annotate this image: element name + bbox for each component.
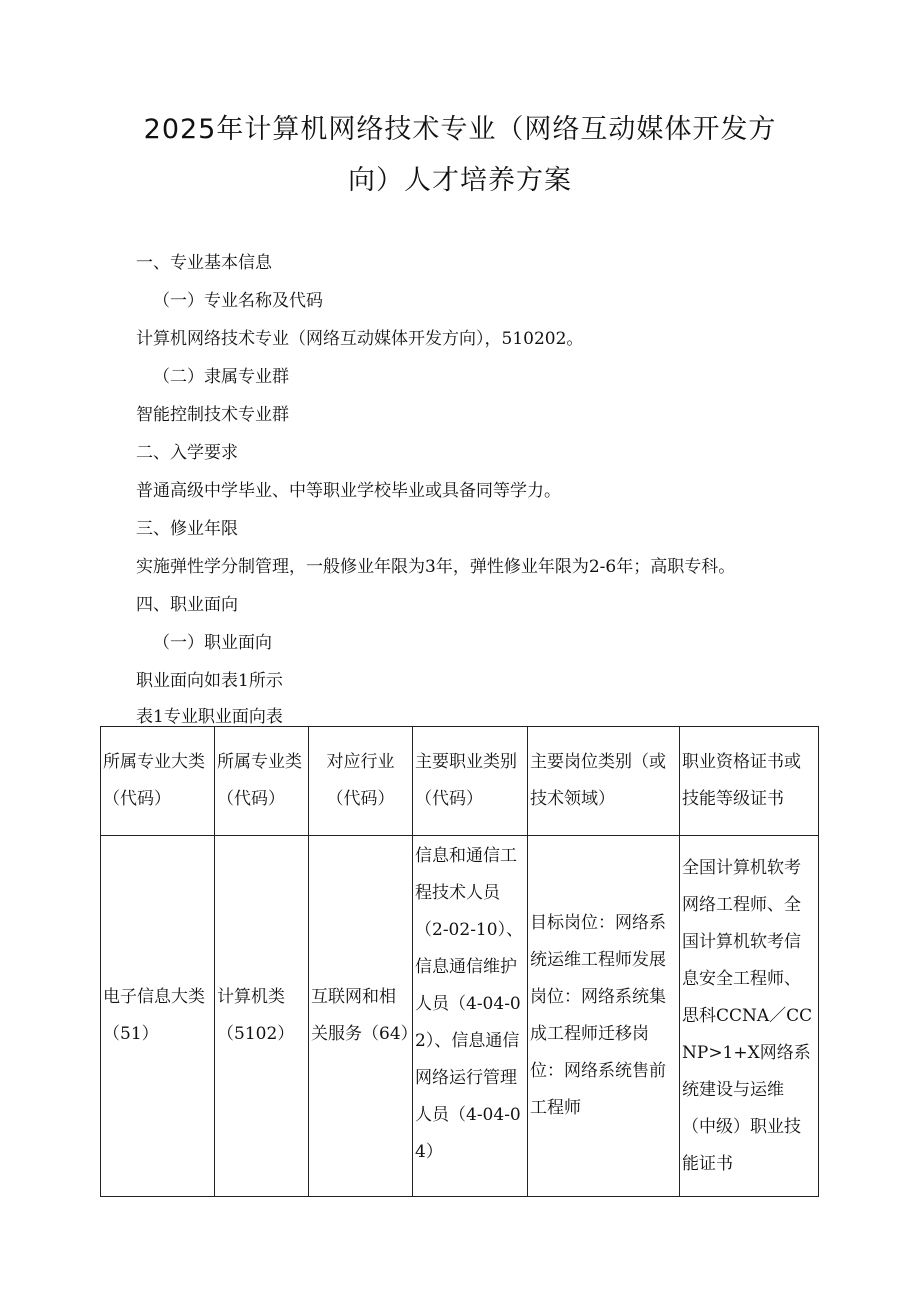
document-title-line-1: 2025年计算机网络技术专业（网络互动媒体开发方 (143, 114, 777, 145)
header-cell-certificates: 职业资格证书或技能等级证书 (680, 727, 819, 836)
section-4-1-text: 职业面向如表1所示 (136, 671, 283, 691)
header-cell-positions: 主要岗位类别（或技术领域） (528, 727, 680, 836)
section-3-text: 实施弹性学分制管理，一般修业年限为3年，弹性修业年限为2-6年；高职专科。 (136, 557, 736, 577)
cell-positions: 目标岗位：网络系统运维工程师发展岗位：网络系统集成工程师迁移岗位：网络系统售前工程师 (528, 836, 680, 1197)
section-1-heading: 一、专业基本信息 (136, 253, 272, 273)
document-title-line-2: 向）人才培养方案 (348, 165, 572, 196)
table-row (101, 836, 819, 1197)
cell-certificates: 全国计算机软考网络工程师、全国计算机软考信息安全工程师、思科CCNA／CCNP>1+X网络系统建设与运维（中级）职业技能证书 (680, 836, 819, 1197)
header-cell-major-class: 所属专业类（代码） (215, 727, 309, 836)
section-1-1-heading: （一）专业名称及代码 (153, 291, 323, 311)
career-orientation-table (100, 726, 819, 1197)
header-cell-industry: 对应行业（代码） (309, 727, 413, 836)
section-1-2-heading: （二）隶属专业群 (153, 367, 289, 387)
section-4-1-heading: （一）职业面向 (153, 633, 272, 653)
cell-occupation: 信息和通信工程技术人员（2-02-10）、信息通信维护人员（4-04-02）、信息通信网络运行管理人员（4-04-04） (413, 836, 528, 1197)
header-cell-major-category: 所属专业大类（代码） (101, 727, 215, 836)
table-caption: 表1专业职业面向表 (136, 707, 283, 727)
header-cell-occupation: 主要职业类别（代码） (413, 727, 528, 836)
cell-major-category: 电子信息大类（51） (101, 836, 215, 1197)
section-3-heading: 三、修业年限 (136, 519, 238, 539)
cell-industry: 互联网和相关服务（64） (309, 836, 413, 1197)
section-4-heading: 四、职业面向 (136, 595, 238, 615)
table-header-row (101, 727, 819, 836)
section-2-text: 普通高级中学毕业、中等职业学校毕业或具备同等学力。 (136, 481, 561, 501)
cell-major-class: 计算机类（5102） (215, 836, 309, 1197)
section-2-heading: 二、入学要求 (136, 443, 238, 463)
section-1-1-text: 计算机网络技术专业（网络互动媒体开发方向），510202。 (136, 329, 584, 349)
section-1-2-text: 智能控制技术专业群 (136, 405, 289, 425)
